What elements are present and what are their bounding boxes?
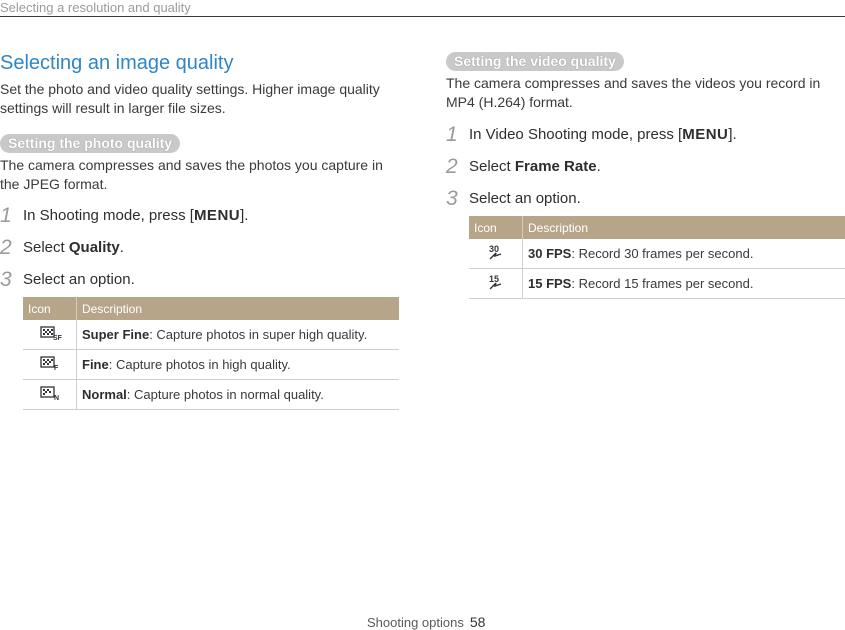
- option-term: Super Fine: [82, 327, 150, 342]
- table-row: [23, 320, 399, 350]
- step-number: 3: [446, 187, 458, 210]
- column-header-description: Description: [77, 297, 400, 320]
- option-term: 15 FPS: [528, 276, 572, 291]
- frame-rate-options-table: [469, 216, 845, 299]
- step-number: 2: [0, 236, 12, 259]
- photo-quality-options-table: [23, 297, 399, 410]
- footer-section-label: Shooting options: [367, 615, 464, 630]
- page-number: 58: [469, 614, 486, 630]
- step-text-end: ].: [240, 207, 249, 224]
- column-header-icon: Icon: [23, 297, 77, 320]
- section-intro: Set the photo and video quality settings. Higher image quality settings will result in larger file sizes.: [0, 81, 380, 116]
- svg-text:N: N: [53, 395, 59, 402]
- 15fps-icon: [486, 274, 506, 294]
- step-text-end: ].: [728, 126, 737, 143]
- page-footer: [367, 614, 485, 630]
- super-fine-quality-icon: [40, 329, 60, 344]
- table-row: [469, 239, 845, 269]
- running-header: Selecting a resolution and quality: [0, 0, 191, 15]
- column-header-description: Description: [523, 216, 845, 239]
- option-term: Fine: [82, 357, 109, 372]
- 30fps-icon: [486, 244, 506, 264]
- step-number: 1: [446, 123, 458, 146]
- step-text: Select an option.: [23, 271, 135, 288]
- fine-quality-icon: [40, 359, 60, 374]
- step-text: In Shooting mode, press [: [23, 207, 194, 224]
- option-description: : Capture photos in super high quality.: [149, 327, 368, 342]
- svg-text:SF: SF: [52, 335, 62, 342]
- photo-quality-description: The camera compresses and saves the photos you capture in the JPEG format.: [0, 157, 383, 192]
- step-text-end: .: [119, 239, 124, 256]
- table-row: [469, 269, 845, 299]
- table-row: [23, 380, 399, 410]
- step-bold-term: Frame Rate: [514, 158, 597, 175]
- video-quality-heading: Setting the video quality: [446, 52, 624, 71]
- header-rule: [0, 16, 845, 17]
- svg-text:15: 15: [488, 274, 499, 284]
- menu-key-label: MENU: [193, 207, 241, 224]
- menu-key-label: MENU: [682, 126, 729, 143]
- step-bold-term: Quality: [68, 239, 120, 256]
- option-description: : Record 15 frames per second.: [571, 276, 754, 291]
- option-description: : Capture photos in normal quality.: [126, 387, 324, 402]
- section-title: Selecting an image quality: [0, 52, 234, 74]
- step-number: 1: [0, 204, 12, 227]
- svg-text:30: 30: [488, 244, 499, 254]
- option-description: : Record 30 frames per second.: [571, 246, 754, 261]
- video-quality-description: The camera compresses and saves the videos you record in MP4 (H.264) format.: [446, 75, 821, 110]
- option-term: Normal: [82, 387, 127, 402]
- step-text: Select an option.: [469, 190, 581, 207]
- option-description: : Capture photos in high quality.: [108, 357, 291, 372]
- table-row: [23, 350, 399, 380]
- normal-quality-icon: [40, 389, 60, 404]
- svg-text:F: F: [53, 365, 58, 372]
- column-header-icon: Icon: [469, 216, 523, 239]
- step-text: Select: [23, 239, 69, 256]
- option-term: 30 FPS: [528, 246, 572, 261]
- step-number: 3: [0, 268, 12, 291]
- step-text: In Video Shooting mode, press [: [469, 126, 683, 143]
- step-text-end: .: [596, 158, 601, 175]
- step-text: Select: [469, 158, 515, 175]
- step-number: 2: [446, 155, 458, 178]
- photo-quality-heading: Setting the photo quality: [0, 134, 180, 153]
